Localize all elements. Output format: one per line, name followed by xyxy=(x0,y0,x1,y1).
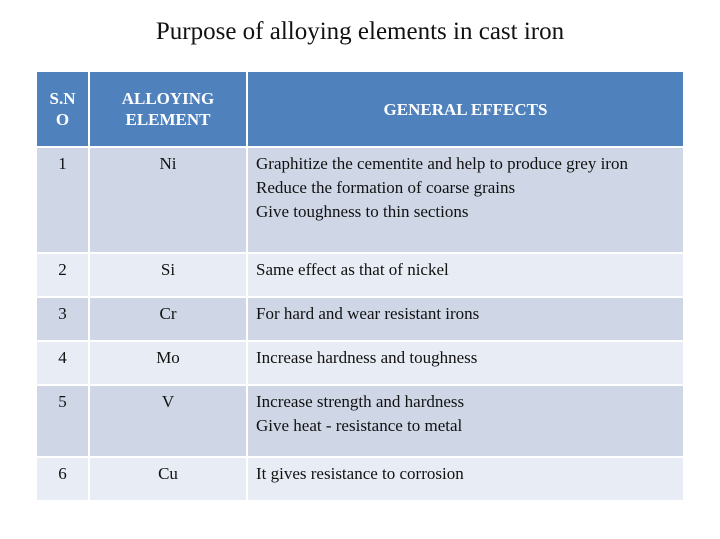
header-sno-line1: S.N xyxy=(49,89,76,108)
header-sno-line2: O xyxy=(55,110,70,129)
effect-line: Reduce the formation of coarse grains xyxy=(256,178,516,197)
cell-effects xyxy=(247,341,683,385)
effect-line: Same effect as that of nickel xyxy=(256,260,449,279)
cell-element: Cu xyxy=(89,457,247,500)
table-row xyxy=(37,341,683,385)
header-element-line1: ALLOYING xyxy=(121,89,215,108)
cell-element: Si xyxy=(89,253,247,297)
cell-effects xyxy=(247,147,683,253)
effect-line: Give heat - resistance to metal xyxy=(256,416,463,435)
cell-sno: 1 xyxy=(37,147,89,253)
cell-effects xyxy=(247,297,683,341)
effect-line: Give toughness to thin sections xyxy=(256,202,469,221)
cell-element: V xyxy=(89,385,247,457)
table-row xyxy=(37,147,683,253)
cell-sno: 4 xyxy=(37,341,89,385)
header-sno xyxy=(37,72,89,147)
effect-line: It gives resistance to corrosion xyxy=(256,464,464,483)
cell-sno: 2 xyxy=(37,253,89,297)
cell-element: Ni xyxy=(89,147,247,253)
cell-sno: 3 xyxy=(37,297,89,341)
table-row xyxy=(37,385,683,457)
cell-effects xyxy=(247,457,683,500)
table-header-row xyxy=(37,72,683,147)
header-element-line2: ELEMENT xyxy=(125,110,211,129)
effect-line: Increase hardness and toughness xyxy=(256,348,478,367)
header-element xyxy=(89,72,247,147)
alloying-elements-table xyxy=(37,72,683,500)
cell-element: Cr xyxy=(89,297,247,341)
table-row xyxy=(37,297,683,341)
cell-sno: 6 xyxy=(37,457,89,500)
cell-effects xyxy=(247,253,683,297)
effect-line: Increase strength and hardness xyxy=(256,392,465,411)
effect-line: For hard and wear resistant irons xyxy=(256,304,480,323)
effect-line: Graphitize the cementite and help to produce grey iron xyxy=(256,154,628,173)
header-effects: GENERAL EFFECTS xyxy=(247,72,683,147)
cell-element: Mo xyxy=(89,341,247,385)
table-row xyxy=(37,253,683,297)
cell-sno: 5 xyxy=(37,385,89,457)
page-title: Purpose of alloying elements in cast iron xyxy=(155,18,565,45)
cell-effects xyxy=(247,385,683,457)
table-row xyxy=(37,457,683,500)
